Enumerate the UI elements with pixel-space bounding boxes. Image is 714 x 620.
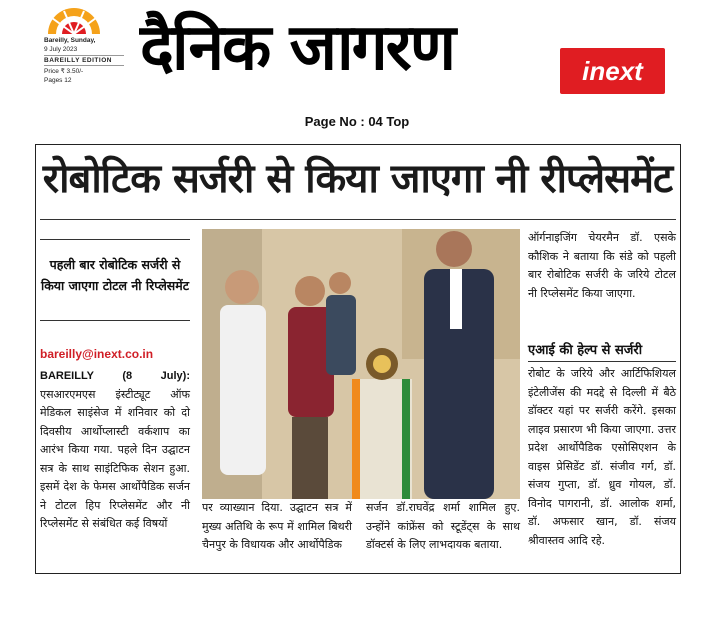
price-label: Price ₹ 3.50/- <box>44 68 84 75</box>
edition-meta <box>44 36 124 85</box>
dateline: BAREILLY (8 July): <box>40 370 190 382</box>
news-article <box>35 144 681 574</box>
page-number-label: Page No : 04 Top <box>304 114 410 129</box>
article-headline: रोबोटिक सर्जरी से किया जाएगा नी रीप्लेसमेंट <box>42 156 673 202</box>
newspaper-masthead-title: दैनिक जागरण <box>140 11 455 85</box>
section-subhead-ai: एआई की हेल्प से सर्जरी <box>528 343 643 358</box>
edition-name: BAREILLY EDITION <box>44 55 124 66</box>
article-column-right-top: ऑर्गनाइजिंग चेयरमैन डॉ. एसके कौशिक ने बताया कि संडे को पहली बार रोबोटिक सर्जरी के जरिये टोटल नी रिप्लेसमेंट किया जाएगा. <box>528 231 676 300</box>
inext-logo: inext <box>560 48 665 94</box>
article-column-mid-2: सर्जन डॉ.राघवेंद्र शर्मा शामिल हुए. उन्होंने कांफ्रेंस को स्टूडेंट्स के साथ डॉक्टर्स के लिए लाभदायक बताया. <box>366 501 520 551</box>
headline-divider <box>40 219 676 220</box>
article-subhead: पहली बार रोबोटिक सर्जरी से किया जाएगा टोटल नी रिप्लेसमेंट <box>40 239 190 321</box>
pages-count: Pages 12 <box>44 77 72 84</box>
dainik-jagran-sun-logo <box>44 8 104 36</box>
body-text-left: एसआरएमएस इंस्टीट्यूट ऑफ मेडिकल साइंसेज में शनिवार को दो दिवसीय आर्थोप्लास्टी वर्कशाप का आरंभ किया गया. पहले दिन उद्घाटन सत्र के साथ साइंटिफिक सेशन हुआ. इसमें देश के फेमस आर्थोपैडिक सर्जन ने टोटल हिप रिप्लेसमेंट और नी रिप्लेसमेंट से संबंधित कई विषयों <box>40 387 190 530</box>
edition-city-day: Bareilly, Sunday, <box>44 37 96 44</box>
inauguration-photo <box>202 229 520 499</box>
edition-date: 9 July 2023 <box>44 46 78 53</box>
article-column-left <box>40 367 190 534</box>
subhead-divider <box>528 361 676 362</box>
article-column-right-bottom: रोबोट के जरिये और आर्टिफिशियल इंटेलीजेंस की मदद्दे से दिल्ली में बैठे डॉक्टर यहां पर सर्जरी करेंगे. इसका लाइव प्रसारण भी किया जाएगा. उत्तर प्रदेश आर्थोपैडिक एसोसिएशन के वाइस प्रेसिडेंट डॉ. संजीव गर्ग, डॉ. संजय गुप्ता, डॉ. ध्रुव गोयल, डॉ. विनोद पागरानी, डॉ. आलोक शर्मा, डॉ. अफसार खान, डॉ. संजय श्रीवास्तव आदि रहे. <box>528 367 676 547</box>
article-column-mid-1: पर व्याख्यान दिया. उद्घाटन सत्र में मुख्य अतिथि के रूप में शामिल बिथरी चैनपुर के विधायक और आर्थोपैडिक <box>202 501 352 551</box>
reporter-email: bareilly@inext.co.in <box>40 347 154 361</box>
